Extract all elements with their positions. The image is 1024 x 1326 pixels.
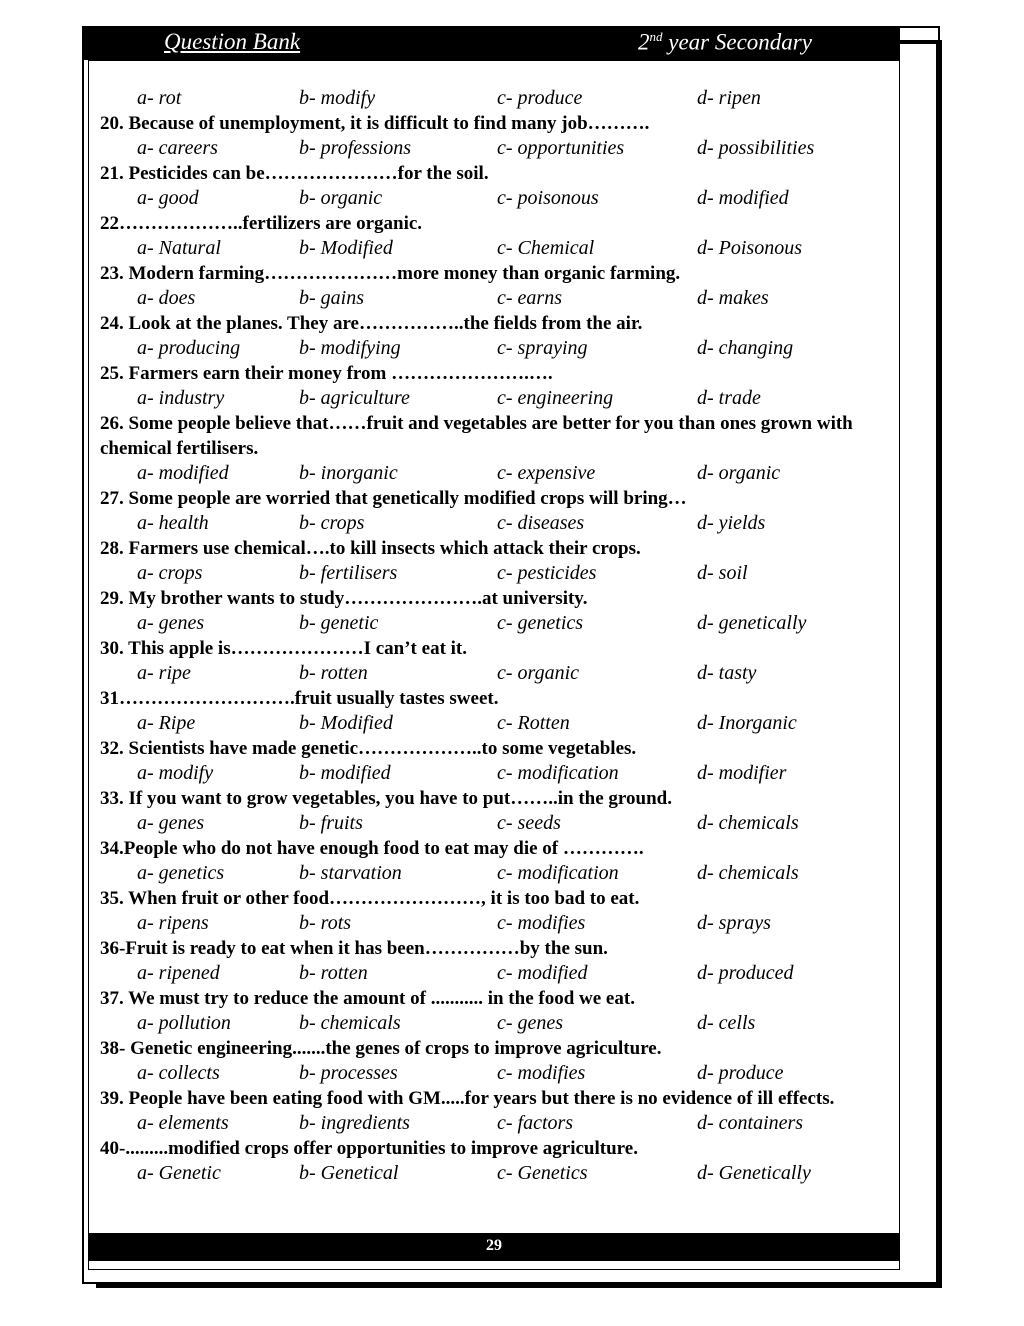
answer-options xyxy=(100,511,890,536)
question-text: 25. Farmers earn their money from ………………….…. xyxy=(100,363,553,384)
answer-option-b: b- genetic xyxy=(299,612,379,634)
answer-option-b: b- chemicals xyxy=(299,1012,401,1034)
header-grade xyxy=(638,29,812,56)
answer-option-b: b- processes xyxy=(299,1062,398,1084)
answer-option-b: b- rots xyxy=(299,912,352,934)
answer-option-c: c- organic xyxy=(497,662,580,684)
answer-option-d: d- possibilities xyxy=(697,137,815,159)
answer-options xyxy=(100,661,890,686)
header-grade-text: year Secondary xyxy=(662,29,812,55)
header-notch xyxy=(900,40,940,44)
page-number: 29 xyxy=(486,1237,502,1254)
answer-option-a: a- genetics xyxy=(137,862,225,884)
answer-option-c: c- spraying xyxy=(497,337,588,359)
question-text: 22………………..fertilizers are organic. xyxy=(100,213,423,234)
answer-option-a: a- ripens xyxy=(137,912,209,934)
answer-option-a: a- modify xyxy=(137,762,214,784)
question-list xyxy=(100,86,890,1186)
header-grade-suffix: nd xyxy=(649,29,663,44)
answer-options xyxy=(100,961,890,986)
question-text: 29. My brother wants to study………………….at university. xyxy=(100,588,588,609)
answer-option-b: b- Genetical xyxy=(299,1162,399,1184)
answer-option-d: d- modified xyxy=(697,187,789,209)
answer-option-d: d- yields xyxy=(697,512,766,534)
answer-option-c: c- Chemical xyxy=(497,237,595,259)
question-text: 32. Scientists have made genetic………………..to some vegetables. xyxy=(100,738,637,759)
answer-option-d: d- Inorganic xyxy=(697,712,797,734)
answer-option-a: a- collects xyxy=(137,1062,220,1084)
answer-options xyxy=(100,811,890,836)
answer-option-d: d- produce xyxy=(697,1062,784,1084)
answer-option-b: b- ingredients xyxy=(299,1112,410,1134)
answer-options xyxy=(100,136,890,161)
answer-option-c: c- modified xyxy=(497,962,588,984)
answer-option-a: a- careers xyxy=(137,137,218,159)
answer-option-a: a- does xyxy=(137,287,196,309)
question-text: 20. Because of unemployment, it is difficult to find many job………. xyxy=(100,113,650,134)
answer-option-d: d- genetically xyxy=(697,612,807,634)
answer-option-d: d- produced xyxy=(697,962,794,984)
answer-options xyxy=(100,86,890,111)
answer-option-a: a- Genetic xyxy=(137,1162,221,1184)
answer-option-c: c- Genetics xyxy=(497,1162,588,1184)
answer-option-a: a- ripened xyxy=(137,962,220,984)
answer-option-b: b- professions xyxy=(299,137,412,159)
answer-option-d: d- modifier xyxy=(697,762,787,784)
answer-option-a: a- ripe xyxy=(137,662,191,684)
answer-option-c: c- expensive xyxy=(497,462,596,484)
answer-option-d: d- sprays xyxy=(697,912,771,934)
answer-options xyxy=(100,386,890,411)
answer-options xyxy=(100,336,890,361)
question-text: 37. We must try to reduce the amount of ........... in the food we eat. xyxy=(100,988,635,1009)
question-text: 23. Modern farming…………………more money than organic farming. xyxy=(100,263,681,284)
answer-options xyxy=(100,711,890,736)
answer-option-d: d- changing xyxy=(697,337,794,359)
answer-option-b: b- starvation xyxy=(299,862,402,884)
answer-option-b: b- rotten xyxy=(299,962,368,984)
answer-option-b: b- modified xyxy=(299,762,391,784)
answer-options xyxy=(100,1061,890,1086)
answer-options xyxy=(100,761,890,786)
page-border-shadow-bottom xyxy=(96,1282,942,1288)
answer-option-b: b- organic xyxy=(299,187,383,209)
answer-option-c: c- genetics xyxy=(497,612,584,634)
question-text: 27. Some people are worried that genetically modified crops will bring… xyxy=(100,488,687,509)
answer-option-b: b- modify xyxy=(299,87,376,109)
header-title: Question Bank xyxy=(164,29,301,54)
answer-option-a: a- industry xyxy=(137,387,225,409)
answer-option-a: a- pollution xyxy=(137,1012,231,1034)
question-text: 40-.........modified crops offer opportunities to improve agriculture. xyxy=(100,1138,638,1159)
answer-option-b: b- inorganic xyxy=(299,462,398,484)
question-text: 34.People who do not have enough food to eat may die of …………. xyxy=(100,838,644,859)
answer-option-b: b- agriculture xyxy=(299,387,410,409)
answer-option-c: c- factors xyxy=(497,1112,574,1134)
answer-option-c: c- poisonous xyxy=(497,187,599,209)
answer-option-b: b- fertilisers xyxy=(299,562,398,584)
answer-option-d: d- organic xyxy=(697,462,781,484)
answer-option-d: d- makes xyxy=(697,287,769,309)
answer-option-a: a- producing xyxy=(137,337,241,359)
answer-options xyxy=(100,286,890,311)
question-text: 38- Genetic engineering.......the genes of crops to improve agriculture. xyxy=(100,1038,662,1059)
answer-option-b: b- Modified xyxy=(299,712,393,734)
answer-option-b: b- crops xyxy=(299,512,365,534)
answer-option-d: d- containers xyxy=(697,1112,804,1134)
question-text: 35. When fruit or other food……………………, it is too bad to eat. xyxy=(100,888,640,909)
answer-options xyxy=(100,236,890,261)
answer-option-c: c- opportunities xyxy=(497,137,625,159)
answer-option-a: a- crops xyxy=(137,562,203,584)
answer-option-d: d- chemicals xyxy=(697,862,799,884)
answer-options xyxy=(100,561,890,586)
answer-option-a: a- health xyxy=(137,512,209,534)
question-text: 30. This apple is…………………I can’t eat it. xyxy=(100,638,468,659)
question-text: 33. If you want to grow vegetables, you have to put……..in the ground. xyxy=(100,788,672,809)
answer-option-a: a- Natural xyxy=(137,237,221,259)
answer-option-c: c- produce xyxy=(497,87,583,109)
answer-option-c: c- modification xyxy=(497,862,619,884)
answer-option-c: c- seeds xyxy=(497,812,561,834)
answer-option-a: a- Ripe xyxy=(137,712,196,734)
answer-option-a: a- modified xyxy=(137,462,229,484)
answer-options xyxy=(100,1011,890,1036)
answer-option-b: b- fruits xyxy=(299,812,363,834)
answer-option-c: c- modifies xyxy=(497,912,586,934)
answer-option-d: d- ripen xyxy=(697,87,761,109)
answer-options xyxy=(100,611,890,636)
header-grade-number: 2 xyxy=(638,29,650,55)
answer-option-d: d- Genetically xyxy=(697,1162,811,1184)
answer-option-a: a- good xyxy=(137,187,199,209)
question-text: 28. Farmers use chemical….to kill insects which attack their crops. xyxy=(100,538,641,559)
footer-bar xyxy=(88,1233,900,1261)
answer-option-c: c- diseases xyxy=(497,512,585,534)
answer-option-d: d- cells xyxy=(697,1012,756,1034)
answer-option-a: a- genes xyxy=(137,612,205,634)
answer-options xyxy=(100,1161,890,1186)
answer-option-d: d- chemicals xyxy=(697,812,799,834)
answer-options xyxy=(100,861,890,886)
question-text: 21. Pesticides can be…………………for the soil. xyxy=(100,163,489,184)
answer-option-d: d- tasty xyxy=(697,662,757,684)
question-text: 36-Fruit is ready to eat when it has been……………by the sun. xyxy=(100,938,608,959)
answer-options xyxy=(100,461,890,486)
answer-option-c: c- Rotten xyxy=(497,712,570,734)
answer-option-c: c- genes xyxy=(497,1012,564,1034)
answer-option-c: c- pesticides xyxy=(497,562,597,584)
answer-options xyxy=(100,186,890,211)
question-text: 31……………………….fruit usually tastes sweet. xyxy=(100,688,499,709)
answer-option-b: b- modifying xyxy=(299,337,401,359)
answer-option-a: a- genes xyxy=(137,812,205,834)
answer-option-a: a- elements xyxy=(137,1112,229,1134)
answer-option-c: c- earns xyxy=(497,287,562,309)
answer-options xyxy=(100,911,890,936)
answer-option-c: c- modifies xyxy=(497,1062,586,1084)
answer-option-c: c- engineering xyxy=(497,387,614,409)
answer-option-c: c- modification xyxy=(497,762,619,784)
answer-option-a: a- rot xyxy=(137,87,182,109)
answer-option-d: d- trade xyxy=(697,387,761,409)
question-text: 39. People have been eating food with GM.....for years but there is no evidence of ill effects. xyxy=(100,1088,835,1109)
page-border-shadow-right xyxy=(936,40,942,1288)
answer-option-d: d- soil xyxy=(697,562,748,584)
answer-option-d: d- Poisonous xyxy=(697,237,802,259)
answer-option-b: b- rotten xyxy=(299,662,368,684)
answer-option-b: b- gains xyxy=(299,287,364,309)
question-text: 24. Look at the planes. They are……………..the fields from the air. xyxy=(100,313,643,334)
answer-option-b: b- Modified xyxy=(299,237,393,259)
answer-options xyxy=(100,1111,890,1136)
question-text: 26. Some people believe that……fruit and vegetables are better for you than ones grown with chemical fertilisers. xyxy=(100,413,853,459)
